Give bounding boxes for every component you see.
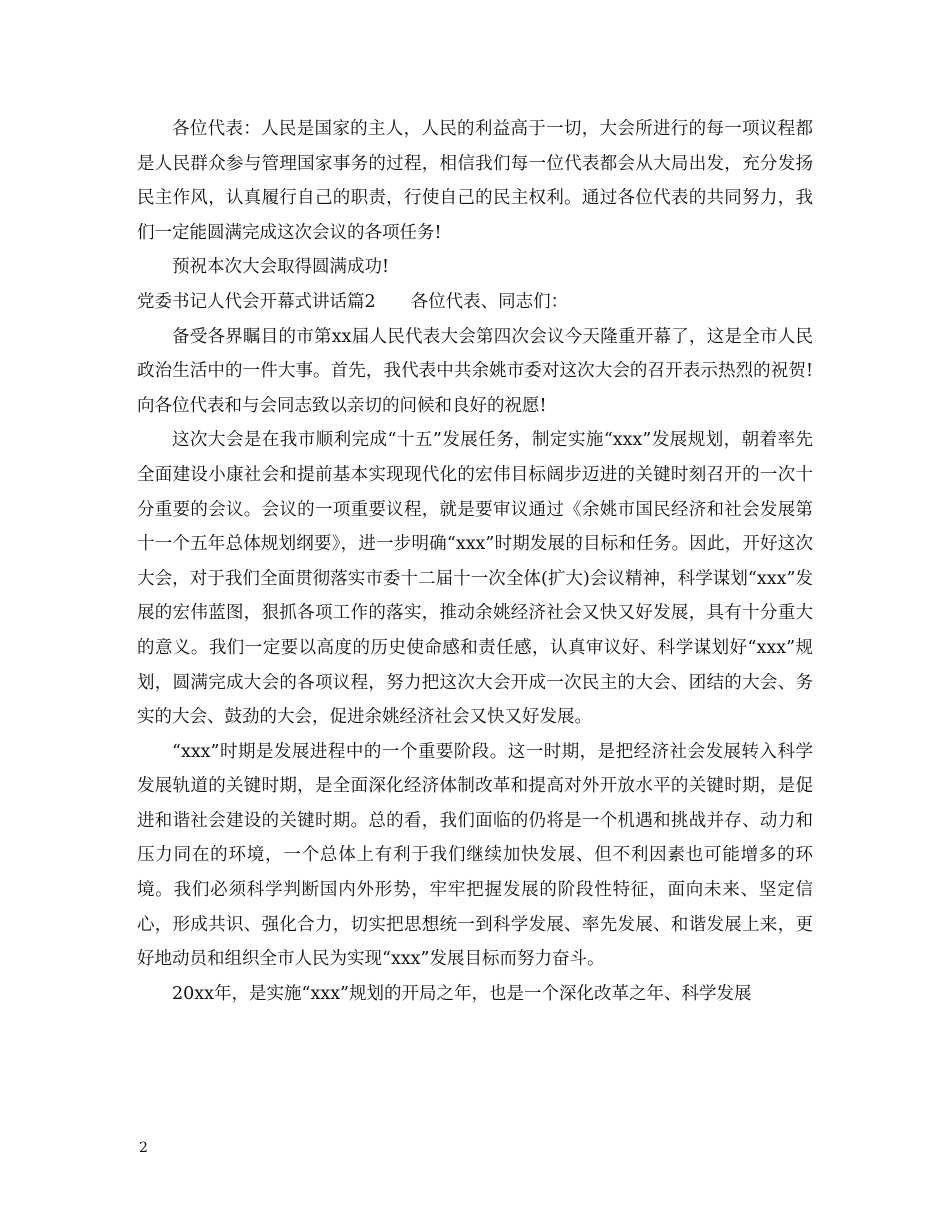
paragraph-representatives: 各位代表：人民是国家的主人，人民的利益高于一切，大会所进行的每一项议程都是人民群众参与管理国家事务的过程，相信我们每一位代表都会从大局出发，充分发扬民主作风，认真履行自己的职责，行使自己的民主权利。通过各位代表的共同努力，我们一定能圆满完成这次会议的各项任务! bbox=[137, 119, 813, 243]
speech-salutation: 各位代表、同志们： bbox=[410, 291, 569, 312]
paragraph-development-period: “xxx”时期是发展进程中的一个重要阶段。这一时期，是把经济社会发展转入科学发展轨道的关键时期，是全面深化经济体制改革和提高对外开放水平的关键时期，是促进和谐社会建设的关键时期。总的看，我们面临的仍将是一个机遇和挑战并存、动力和压力同在的环境，一个总体上有利于我们继续加快发展、但不利因素也可能增多的环境。我们必须科学判断国内外形势，牢牢把握发展的阶段性特征，面向未来、坚定信心，形成共识、强化合力，切实把思想统一到科学发展、率先发展、和谐发展上来，更好地动员和组织全市人民为实现“xxx”发展目标而努力奋斗。 bbox=[137, 741, 813, 970]
paragraph-meeting-significance: 这次大会是在我市顺利完成“十五”发展任务，制定实施“xxx”发展规划，朝着率先全面建设小康社会和提前基本实现现代化的宏伟目标阔步迈进的关键时刻召开的一次十分重要的会议。会议的一项重要议程，就是要审议通过《余姚市国民经济和社会发展第十一个五年总体规划纲要》，进一步明确“xxx”时期发展的目标和任务。因此，开好这次大会，对于我们全面贯彻落实市委十二届十一次全体(扩大)会议精神，科学谋划“xxx”发展的宏伟蓝图，狠抓各项工作的落实，推动余姚经济社会又快又好发展，具有十分重大的意义。我们一定要以高度的历史使命感和责任感，认真审议好、科学谋划好“xxx”规划，圆满完成大会的各项议程，努力把这次大会开成一次民主的大会、团结的大会、务实的大会、鼓劲的大会，促进余姚经济社会又快又好发展。 bbox=[137, 430, 813, 728]
paragraph-wish-success: 预祝本次大会取得圆满成功! bbox=[172, 257, 390, 278]
speech-title: 党委书记人代会开幕式讲话篇2 bbox=[137, 291, 376, 312]
document-body bbox=[137, 112, 813, 1011]
paragraph-opening-year: 20xx年，是实施“xxx”规划的开局之年，也是一个深化改革之年、科学发展 bbox=[172, 983, 752, 1004]
paragraph-opening: 备受各界瞩目的市第xx届人民代表大会第四次会议今天隆重开幕了，这是全市人民政治生活中的一件大事。首先，我代表中共余姚市委对这次大会的召开表示热烈的祝贺!向各位代表和与会同志致以亲切的问候和良好的祝愿! bbox=[137, 326, 813, 416]
page-number: 2 bbox=[139, 1140, 148, 1156]
speech-heading bbox=[137, 285, 813, 320]
